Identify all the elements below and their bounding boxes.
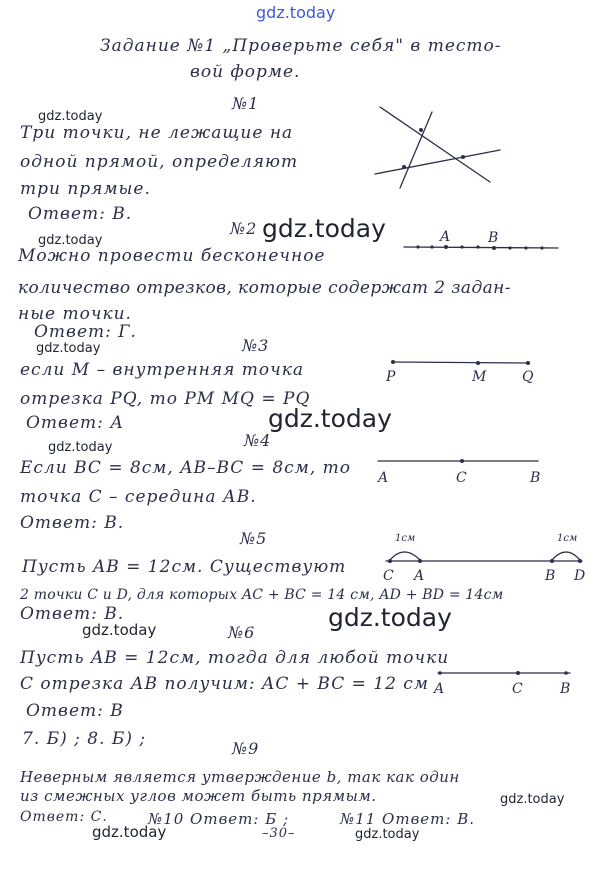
task-text-line: 2 точки C и D, для которых AC + BC = 14 см, AD + BD = 14см (20, 587, 504, 603)
figure-label: C (512, 681, 523, 697)
watermark: gdz.today (92, 823, 167, 841)
answer-10: №10 Ответ: Б ; (148, 810, 290, 828)
task-number: №6 (228, 623, 256, 642)
task-text-line: отрезка PQ, то PM MQ = PQ (20, 389, 311, 409)
task-number: №4 (244, 431, 272, 450)
watermark: gdz.today (268, 404, 392, 433)
task-text-line: ные точки. (18, 304, 132, 324)
task-answer: Ответ: Г. (34, 322, 137, 342)
figure-label: B (560, 681, 571, 697)
task-text-line: точка С – середина АВ. (20, 487, 257, 507)
line-figure-2 (404, 247, 558, 248)
figure-label: A (440, 229, 451, 245)
answers-7-8: 7. Б) ; 8. Б) ; (22, 729, 147, 749)
answer-11: №11 Ответ: В. (340, 810, 476, 828)
figure-label: P (386, 369, 396, 385)
task-text-line: Пусть AB = 12см. Существуют (22, 557, 347, 577)
watermark: gdz.today (48, 440, 113, 455)
intersection-point (461, 155, 465, 159)
point-c (460, 459, 464, 463)
page-number: –30– (262, 826, 296, 841)
three-lines-figure (375, 107, 500, 188)
point-d (578, 559, 582, 563)
figure-label: Q (522, 369, 534, 385)
task-text-line: Пусть AB = 12см, тогда для любой точки (20, 648, 450, 668)
task-answer: Ответ: В (26, 701, 124, 721)
point-b (550, 559, 554, 563)
line-dot (416, 245, 419, 248)
point-c (516, 671, 520, 675)
watermark: gdz.today (355, 827, 420, 842)
line-dot (524, 246, 527, 249)
intersection-point (402, 165, 406, 169)
task-text-line: количество отрезков, которые содержат 2 задан- (18, 278, 511, 298)
figure-label: B (530, 470, 541, 486)
task-answer: Ответ: С. (20, 809, 108, 825)
task-text-line: из смежных углов может быть прямым. (20, 787, 377, 805)
point-a (444, 245, 448, 249)
watermark: gdz.today (38, 109, 103, 124)
figure-label: A (378, 470, 389, 486)
task-number: №3 (242, 336, 270, 355)
figure-label: A (414, 568, 425, 584)
line-dot (476, 245, 479, 248)
figure-label: B (488, 230, 499, 246)
point-q (526, 361, 530, 365)
watermark: gdz.today (328, 603, 452, 632)
task-text-line: если M – внутренняя точка (20, 360, 305, 380)
task-number: №2 (230, 219, 258, 238)
task-text-line: Если BC = 8см, AB–BC = 8см, то (20, 458, 351, 478)
watermark: gdz.today (38, 233, 103, 248)
task-text-line: Три точки, не лежащие на (20, 123, 294, 143)
task-answer: Ответ: В. (20, 604, 125, 624)
point-a (418, 559, 422, 563)
watermark: gdz.today (82, 621, 157, 639)
arc-label: 1см (557, 533, 578, 544)
figure-label: M (472, 369, 487, 385)
point-m (476, 361, 480, 365)
watermark: gdz.today (36, 341, 101, 356)
task-text-line: Неверным является утверждение b, так как один (20, 768, 460, 786)
task-number: №5 (240, 529, 268, 548)
figure-label: C (383, 568, 394, 584)
line-dot (540, 246, 543, 249)
page-title-line2: вой форме. (190, 62, 301, 82)
segment-figure-3 (393, 362, 528, 363)
figure-label: C (456, 470, 467, 486)
task-answer: Ответ: В. (20, 513, 125, 533)
watermark-top: gdz.today (256, 3, 336, 22)
task-answer: Ответ: В. (28, 204, 133, 224)
intersection-point (419, 128, 423, 132)
line-dot (460, 245, 463, 248)
task-text-line: Можно провести бесконечное (18, 246, 326, 266)
task-text-line: три прямые. (20, 179, 151, 199)
task-number: №1 (232, 94, 260, 113)
figure-label: D (574, 568, 586, 584)
point-b (492, 246, 496, 250)
task-text-line: одной прямой, определяют (20, 152, 299, 172)
task-number: №9 (232, 739, 260, 758)
page-title-line1: Задание №1 „Проверьте себя" в тесто- (100, 36, 502, 56)
watermark: gdz.today (262, 214, 386, 243)
watermark: gdz.today (500, 792, 565, 807)
arc-label: 1см (395, 533, 416, 544)
task-text-line: С отрезка АВ получим: AC + BC = 12 см (20, 674, 429, 694)
line-dot (508, 246, 511, 249)
point-a (438, 671, 442, 675)
task-answer: Ответ: А (26, 413, 125, 433)
point-b (564, 671, 568, 675)
figure-label: A (434, 681, 445, 697)
line-dot (430, 245, 433, 248)
point-p (391, 360, 395, 364)
figure-label: B (545, 568, 556, 584)
point-c (388, 559, 392, 563)
